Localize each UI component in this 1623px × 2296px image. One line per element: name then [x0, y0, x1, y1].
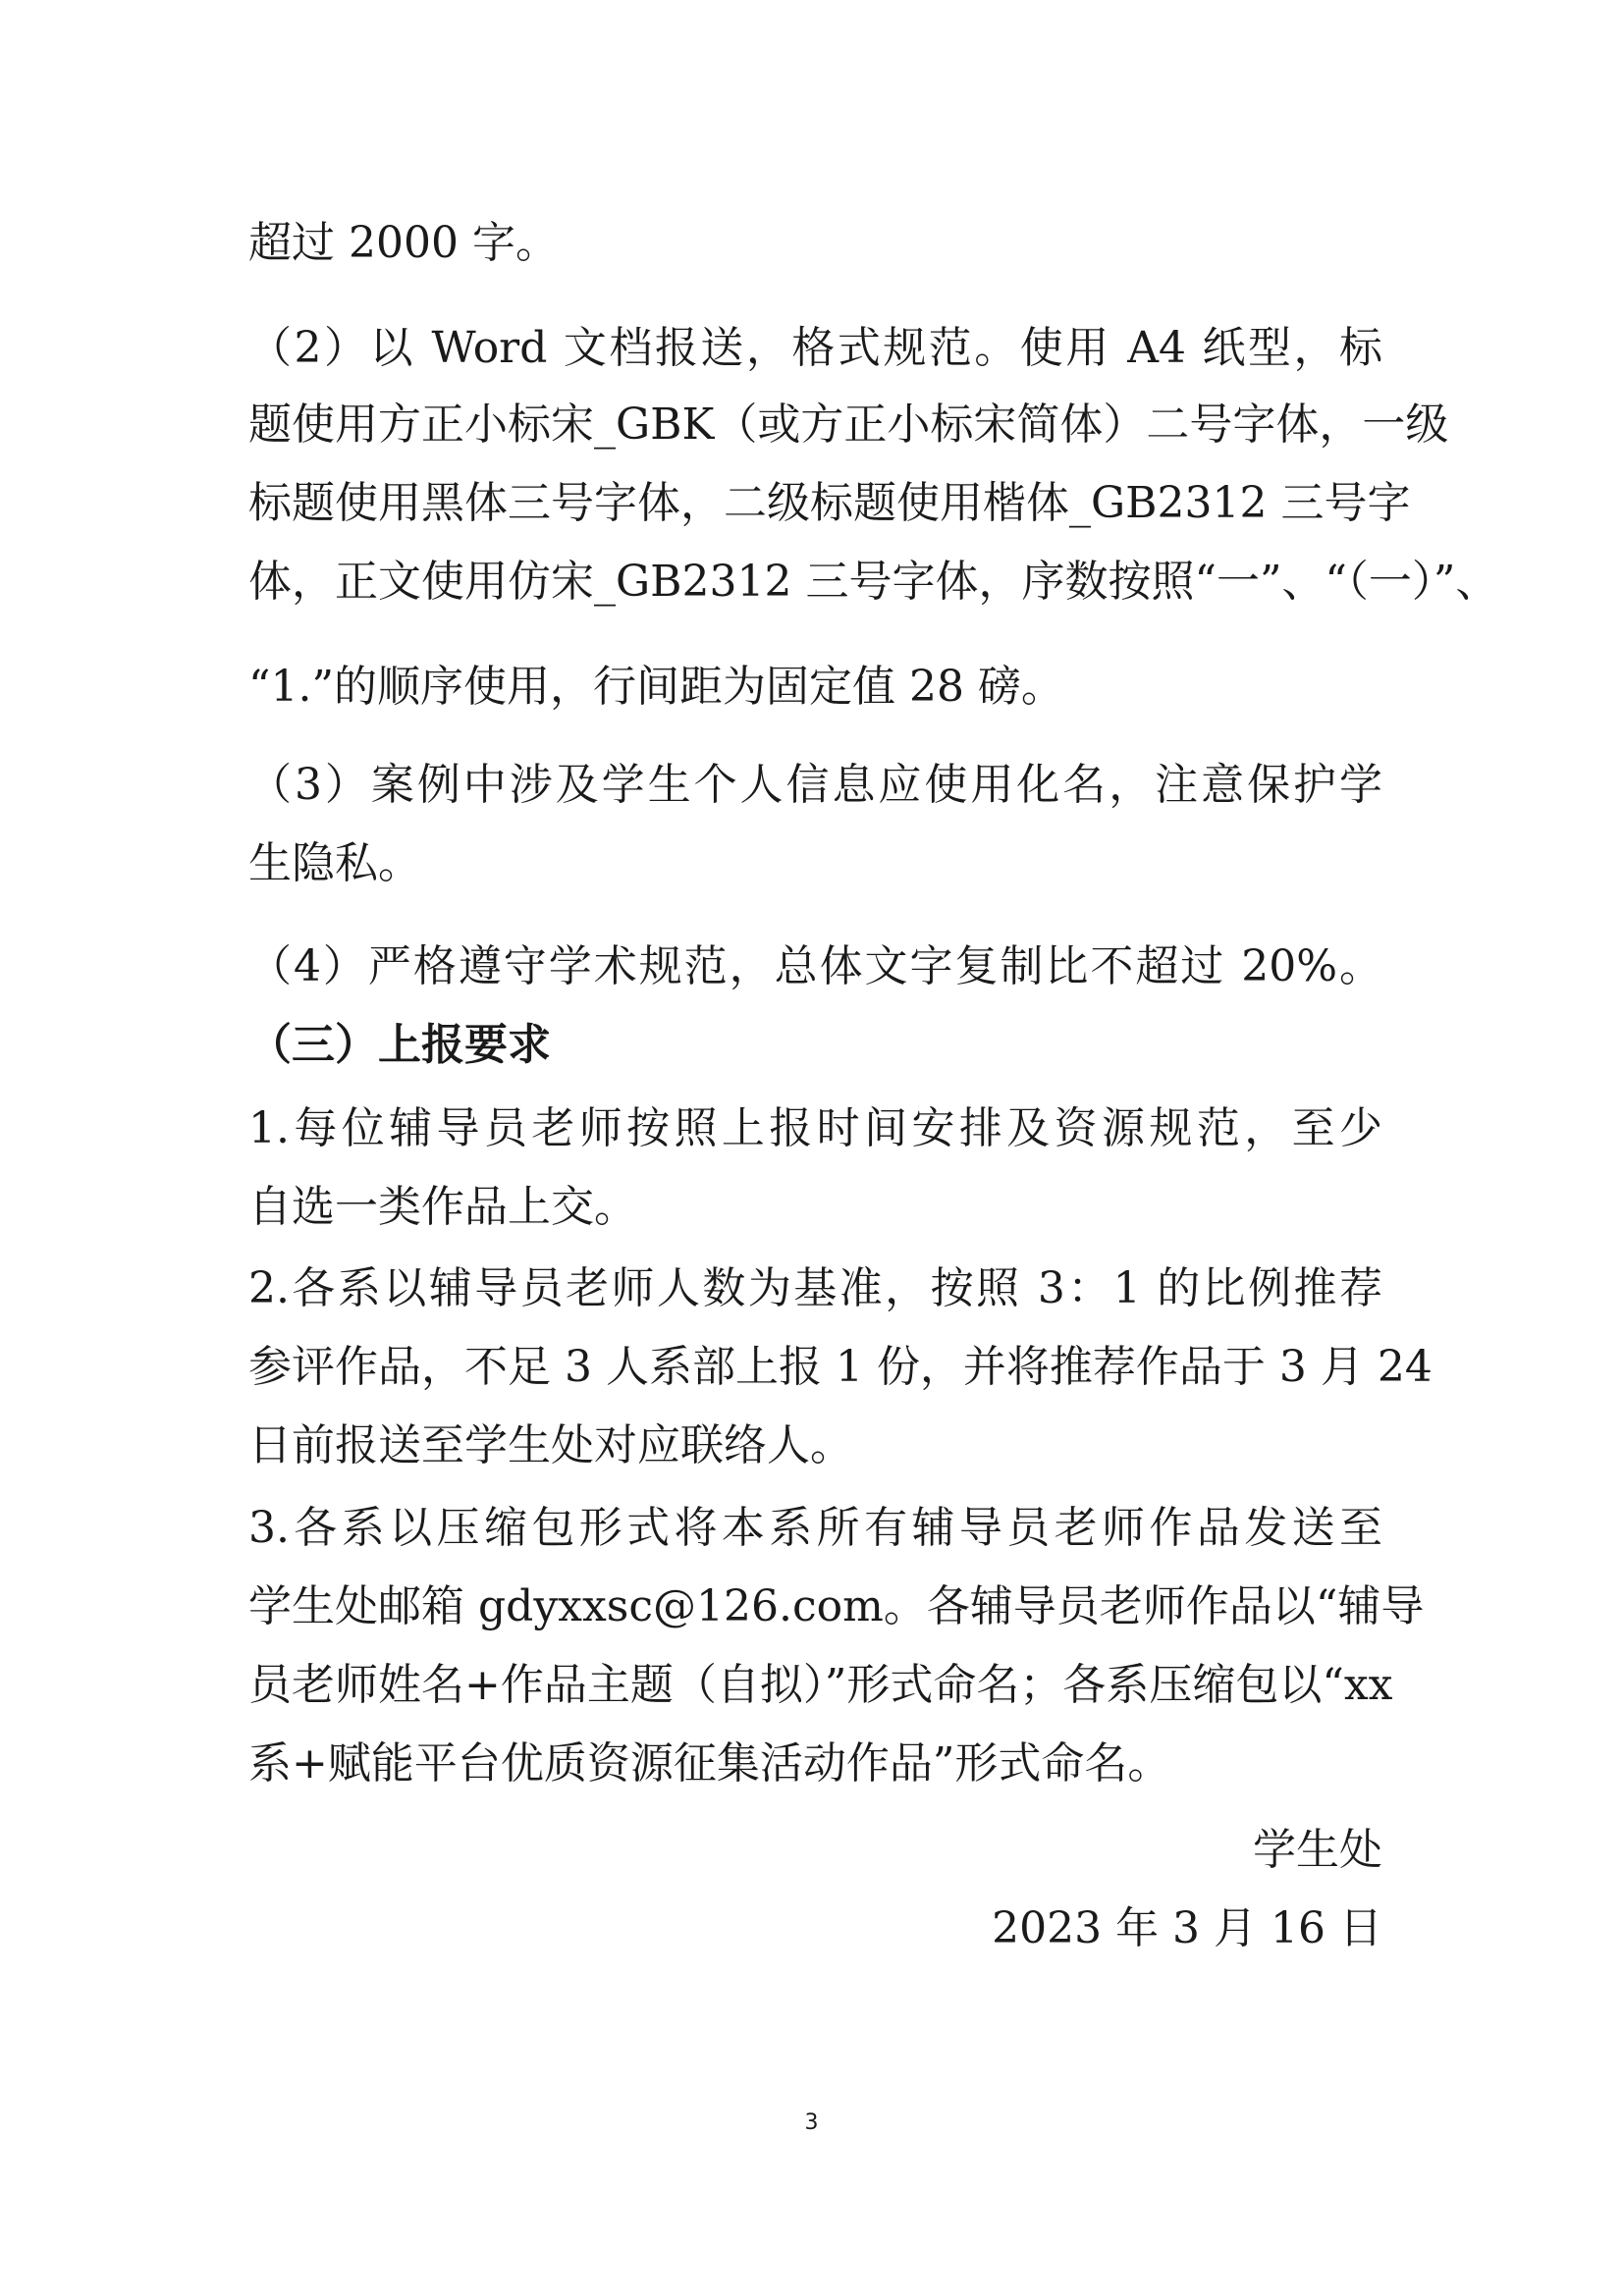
body-line: 系+赋能平台优质资源征集活动作品”形式命名。 [248, 1738, 1171, 1789]
body-line: （2）以 Word 文档报送，格式规范。使用 A4 纸型，标 [248, 323, 1382, 373]
body-line: 生隐私。 [248, 838, 421, 888]
body-line: （3）案例中涉及学生个人信息应使用化名，注意保护学 [248, 760, 1382, 810]
signature-date: 2023 年 3 月 16 日 [992, 1903, 1382, 1953]
body-line: 学生处邮箱 gdyxxsc@126.com。各辅导员老师作品以“辅导 [248, 1581, 1425, 1631]
body-line: 题使用方正小标宋_GBK（或方正小标宋简体）二号字体，一级 [248, 400, 1449, 450]
body-line: 3.各系以压缩包形式将本系所有辅导员老师作品发送至 [248, 1503, 1382, 1553]
body-line: 自选一类作品上交。 [248, 1182, 637, 1232]
body-line: 标题使用黑体三号字体，二级标题使用楷体_GB2312 三号字 [248, 478, 1411, 528]
body-line: 日前报送至学生处对应联络人。 [248, 1420, 853, 1470]
body-line: （4）严格遵守学术规范，总体文字复制比不超过 20%。 [248, 941, 1382, 991]
signature-org: 学生处 [1253, 1825, 1382, 1875]
body-line: 2.各系以辅导员老师人数为基准，按照 3：1 的比例推荐 [248, 1263, 1382, 1313]
page-number: 3 [804, 2110, 819, 2135]
body-line: 员老师姓名+作品主题（自拟）”形式命名；各系压缩包以“xx [248, 1660, 1393, 1710]
body-line: 体，正文使用仿宋_GB2312 三号字体，序数按照“一”、“（一）”、 [248, 557, 1499, 607]
body-line: “1.”的顺序使用，行间距为固定值 28 磅。 [248, 662, 1064, 712]
body-line: 参评作品，不足 3 人系部上报 1 份，并将推荐作品于 3 月 24 [248, 1342, 1433, 1392]
body-line: 超过 2000 字。 [248, 218, 559, 268]
body-line: 1.每位辅导员老师按照上报时间安排及资源规范，至少 [248, 1103, 1382, 1153]
section-heading: （三）上报要求 [248, 1020, 551, 1070]
